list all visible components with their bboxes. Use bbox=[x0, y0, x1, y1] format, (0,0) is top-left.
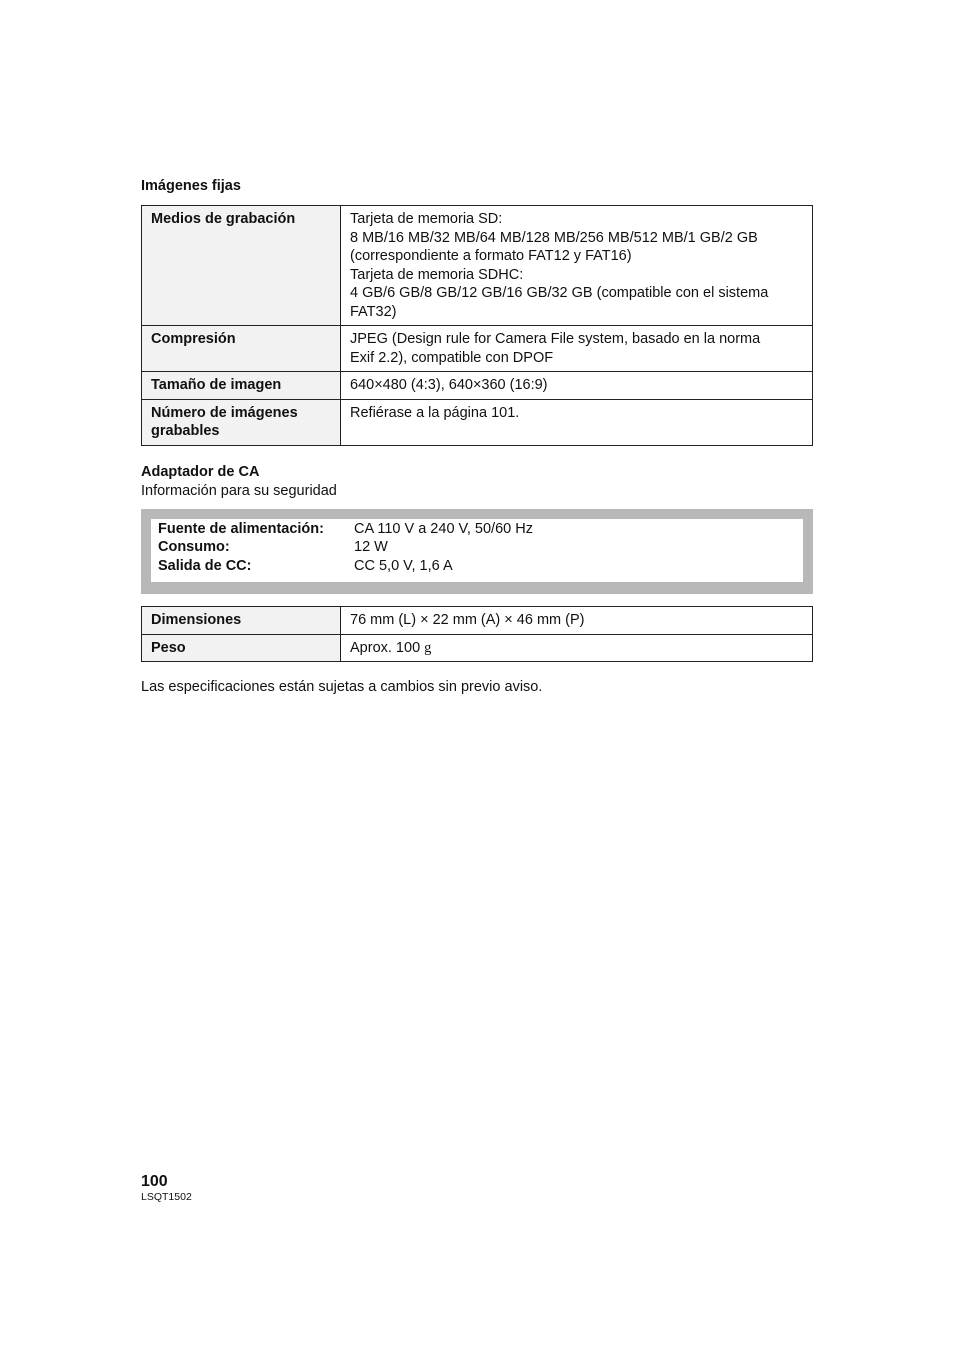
safety-info-box bbox=[141, 509, 813, 594]
table-row bbox=[142, 634, 813, 662]
specifications-notice: Las especificaciones están sujetas a cambios sin previo aviso. bbox=[141, 679, 543, 695]
ac-adaptor-title: Adaptador de CA bbox=[141, 464, 260, 480]
safety-info-panel bbox=[151, 519, 803, 582]
value-line: FAT32) bbox=[350, 303, 397, 320]
image-size-label: Tamaño de imagen bbox=[142, 372, 341, 400]
table-row bbox=[142, 326, 813, 372]
weight-value bbox=[341, 634, 813, 662]
weight-unit: g bbox=[424, 639, 432, 656]
value-line: 640×480 (4:3), 640×360 (16:9) bbox=[350, 377, 548, 393]
recordable-images-value bbox=[341, 399, 813, 445]
consumption-label: Consumo: bbox=[158, 539, 230, 555]
weight-label: Peso bbox=[142, 634, 341, 662]
page-number: 100 bbox=[141, 1173, 168, 1190]
table-row bbox=[142, 399, 813, 445]
compression-label: Compresión bbox=[142, 326, 341, 372]
value-line: 4 GB/6 GB/8 GB/12 GB/16 GB/32 GB (compatible con el sistema bbox=[350, 285, 769, 301]
value-line: Tarjeta de memoria SD: bbox=[350, 211, 503, 227]
value-line: JPEG (Design rule for Camera File system, basado en la norma bbox=[350, 331, 761, 347]
recording-media-value bbox=[341, 206, 813, 326]
compression-value bbox=[341, 326, 813, 372]
dimensions-label: Dimensiones bbox=[142, 607, 341, 635]
still-images-title: Imágenes fijas bbox=[141, 178, 241, 194]
power-source-value: CA 110 V a 240 V, 50/60 Hz bbox=[354, 521, 533, 537]
table-row bbox=[142, 372, 813, 400]
consumption-value: 12 W bbox=[354, 539, 388, 555]
ac-adaptor-subtitle: Información para su seguridad bbox=[141, 483, 337, 499]
table-row bbox=[142, 206, 813, 326]
value-line: (correspondiente a formato FAT12 y FAT16) bbox=[350, 248, 632, 264]
dc-output-label: Salida de CC: bbox=[158, 558, 252, 574]
dc-output-value: CC 5,0 V, 1,6 A bbox=[354, 558, 453, 574]
dimensions-value: 76 mm (L) × 22 mm (A) × 46 mm (P) bbox=[341, 607, 813, 635]
value-line: 8 MB/16 MB/32 MB/64 MB/128 MB/256 MB/512 MB/1 GB/2 GB bbox=[350, 229, 758, 246]
recordable-images-label bbox=[142, 399, 341, 445]
table-row bbox=[142, 607, 813, 635]
label-line: grabables bbox=[151, 423, 220, 439]
power-source-label: Fuente de alimentación: bbox=[158, 521, 324, 537]
weight-amount: Aprox. 100 bbox=[350, 639, 425, 656]
image-size-value bbox=[341, 372, 813, 400]
recording-media-label: Medios de grabación bbox=[142, 206, 341, 326]
document-code: LSQT1502 bbox=[141, 1191, 192, 1203]
label-line: Número de imágenes bbox=[151, 404, 298, 421]
value-line: Exif 2.2), compatible con DPOF bbox=[350, 349, 554, 366]
still-images-spec-table bbox=[141, 205, 813, 446]
ac-adaptor-spec-table bbox=[141, 606, 813, 662]
value-line: Tarjeta de memoria SDHC: bbox=[350, 266, 524, 283]
value-line: Refiérase a la página 101. bbox=[350, 404, 520, 421]
